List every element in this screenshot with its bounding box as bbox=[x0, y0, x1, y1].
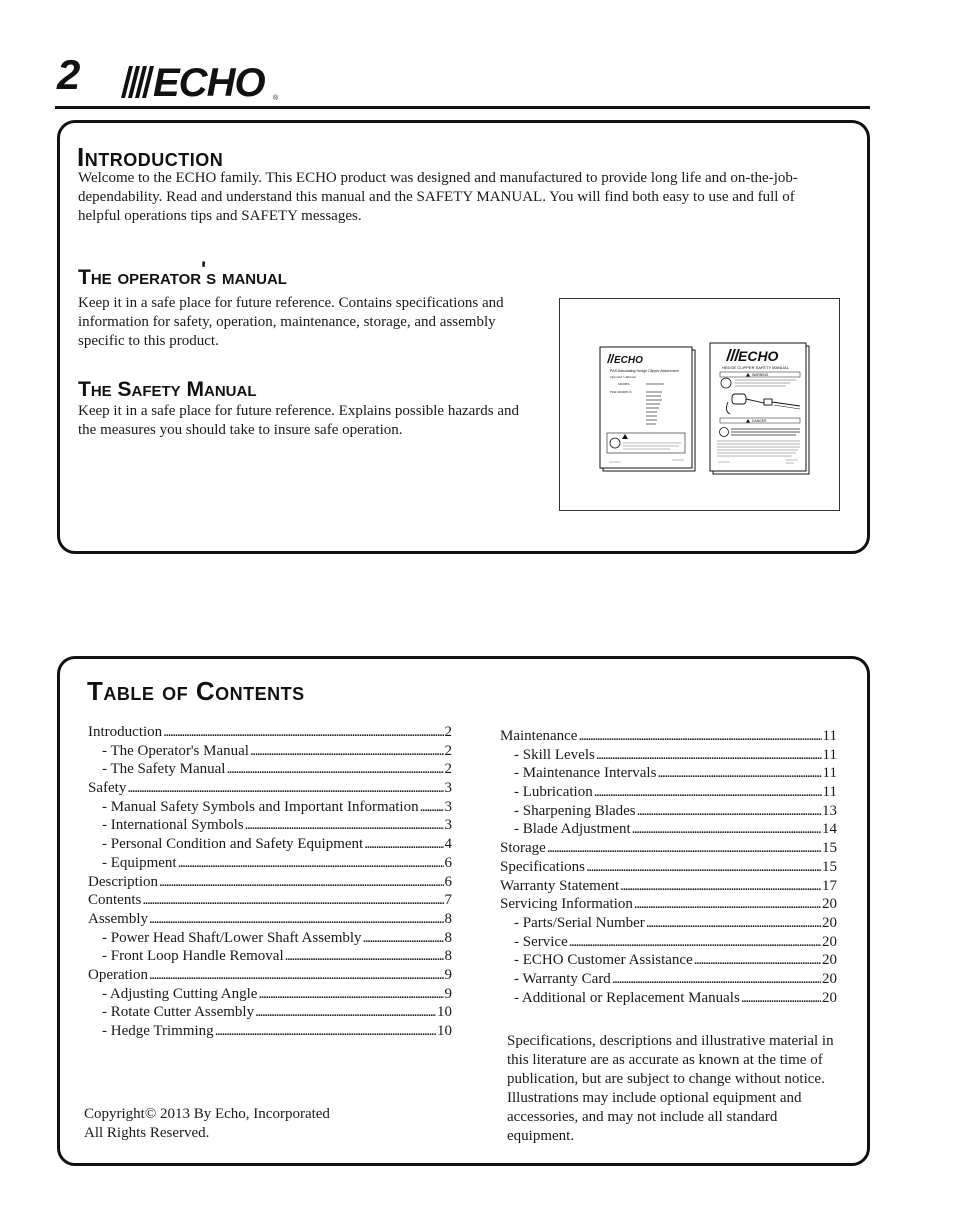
toc-entry bbox=[500, 783, 837, 802]
introduction-body: Welcome to the ECHO family. This ECHO product was designed and manufactured to provide long life and on-the-job-dependability. Read and understand this manual and the SAFETY MANUAL. You will find both easy to use and full of helpful operations tips and SAFETY messages. bbox=[78, 170, 798, 224]
toc-dot-leader bbox=[569, 933, 821, 952]
registered-mark: ® bbox=[273, 95, 279, 100]
toc-dot-leader bbox=[127, 779, 443, 798]
toc-entry-label: - Power Head Shaft/Lower Shaft Assembly bbox=[102, 929, 362, 946]
toc-entry bbox=[500, 746, 837, 765]
toc-entry-page: 20 bbox=[822, 933, 837, 950]
toc-entry bbox=[88, 1003, 452, 1022]
safety-manual-body: Keep it in a safe place for future reference. Explains possible hazards and the measures you should take to insure safe operation. bbox=[78, 403, 520, 438]
toc-entry bbox=[88, 966, 452, 985]
toc-entry bbox=[500, 989, 837, 1008]
toc-entry bbox=[500, 727, 837, 746]
header-rule bbox=[55, 106, 870, 109]
toc-entry-label: Description bbox=[88, 873, 158, 890]
toc-entry-page: 15 bbox=[822, 840, 837, 857]
toc-entry bbox=[500, 820, 837, 839]
toc-entry-label: Assembly bbox=[88, 910, 148, 927]
toc-entry bbox=[88, 723, 452, 742]
toc-entry-page: 20 bbox=[822, 952, 837, 969]
logo-text: ECHO bbox=[153, 61, 265, 100]
introduction-title: Introduction bbox=[77, 142, 224, 172]
toc-entry-page: 3 bbox=[444, 780, 452, 797]
toc-dot-leader bbox=[694, 951, 821, 970]
toc-dot-leader bbox=[547, 839, 821, 858]
toc-entry-label: Maintenance bbox=[500, 728, 578, 744]
toc-entry-page: 10 bbox=[437, 1004, 452, 1021]
toc-dot-leader bbox=[142, 891, 443, 910]
toc-entry-page: 15 bbox=[822, 858, 837, 875]
toc-entry bbox=[88, 816, 452, 835]
toc-entry bbox=[500, 839, 837, 858]
toc-entry-label: Introduction bbox=[88, 724, 163, 740]
toc-entry-label: Safety bbox=[88, 780, 127, 797]
toc-dot-leader bbox=[215, 1022, 436, 1041]
toc-dot-leader bbox=[596, 746, 822, 765]
toc-entry-label: - The Operator's Manual bbox=[102, 742, 249, 759]
right-doc-warning: WARNING bbox=[752, 373, 769, 377]
toc-entry bbox=[500, 951, 837, 970]
toc-entry bbox=[500, 895, 837, 914]
toc-title: Table of Contents bbox=[87, 676, 305, 706]
toc-entry-label: - Maintenance Intervals bbox=[514, 765, 657, 782]
toc-entry-label: - Additional or Replacement Manuals bbox=[514, 989, 740, 1006]
left-doc-title: PAS Articulating Hedge Clipper Attachment bbox=[610, 369, 679, 373]
toc-entry-label: Storage bbox=[500, 840, 546, 857]
toc-dot-leader bbox=[149, 966, 444, 985]
toc-right-column bbox=[500, 727, 837, 1007]
toc-entry bbox=[88, 947, 452, 966]
toc-dot-leader bbox=[586, 858, 821, 877]
operators-manual-body: Keep it in a safe place for future reference. Contains specifications and information for safety, operation, maintenance, storage, and assembly specific to this product. bbox=[78, 295, 504, 349]
toc-entry bbox=[88, 854, 452, 873]
toc-dot-leader bbox=[258, 985, 443, 1004]
toc-entry-label: - Front Loop Handle Removal bbox=[102, 948, 284, 965]
toc-entry bbox=[500, 802, 837, 821]
toc-entry-page: 20 bbox=[822, 989, 837, 1006]
toc-entry-page: 8 bbox=[444, 948, 452, 965]
toc-entry-page: 14 bbox=[822, 821, 837, 838]
toc-dot-leader bbox=[364, 835, 443, 854]
rights-line: All Rights Reserved. bbox=[84, 1125, 210, 1141]
toc-dot-leader bbox=[620, 877, 821, 896]
copyright-line: Copyright© 2013 By Echo, Incorporated bbox=[84, 1106, 330, 1122]
toc-entry bbox=[88, 742, 452, 761]
toc-entry-label: - Warranty Card bbox=[514, 970, 611, 987]
toc-entry-label: - Parts/Serial Number bbox=[514, 914, 645, 931]
toc-entry bbox=[88, 929, 452, 948]
toc-entry-label: - Manual Safety Symbols and Important Information bbox=[102, 798, 419, 815]
toc-entry-page: 9 bbox=[444, 966, 452, 983]
right-doc-title: HEDGE CLIPPER SAFETY MANUAL bbox=[722, 365, 789, 370]
manuals-covers-graphic bbox=[560, 299, 839, 510]
toc-entry-label: Contents bbox=[88, 892, 142, 909]
toc-entry bbox=[500, 970, 837, 989]
toc-entry-label: - The Safety Manual bbox=[102, 761, 226, 778]
toc-entry-page: 4 bbox=[444, 836, 452, 853]
toc-entry-label: - Lubrication bbox=[514, 784, 593, 801]
operators-manual-title: The operator's manual bbox=[78, 258, 287, 289]
toc-dot-leader bbox=[178, 854, 444, 873]
toc-entry-page: 20 bbox=[822, 970, 837, 987]
toc-entry-label: - Equipment bbox=[102, 854, 177, 871]
toc-dot-leader bbox=[285, 947, 444, 966]
toc-dot-leader bbox=[612, 970, 821, 989]
toc-entry-page: 11 bbox=[822, 784, 837, 801]
page-header bbox=[55, 52, 870, 108]
toc-entry-label: - Skill Levels bbox=[514, 746, 595, 763]
toc-dot-leader bbox=[226, 760, 443, 779]
toc-entry-label: Operation bbox=[88, 966, 148, 983]
toc-entry bbox=[500, 764, 837, 783]
toc-dot-leader bbox=[420, 798, 444, 817]
toc-left-column bbox=[88, 723, 452, 1041]
toc-entry-label: - Personal Condition and Safety Equipment bbox=[102, 836, 364, 853]
toc-entry bbox=[500, 877, 837, 896]
left-doc-subtitle: Operator's Manual bbox=[610, 375, 637, 379]
toc-entry bbox=[500, 914, 837, 933]
toc-entry-label: - Sharpening Blades bbox=[514, 802, 636, 819]
toc-dot-leader bbox=[637, 802, 821, 821]
toc-entry-label: - International Symbols bbox=[102, 817, 244, 834]
toc-entry bbox=[88, 798, 452, 817]
copyright-notice bbox=[84, 1105, 384, 1143]
toc-entry bbox=[500, 858, 837, 877]
toc-entry bbox=[88, 835, 452, 854]
toc-entry-page: 7 bbox=[444, 892, 452, 909]
toc-entry-page: 20 bbox=[822, 896, 837, 913]
toc-entry-page: 13 bbox=[822, 802, 837, 819]
toc-entry-page: 2 bbox=[444, 742, 452, 759]
toc-entry-label: Servicing Information bbox=[500, 896, 633, 913]
toc-entry-label: Warranty Statement bbox=[500, 877, 620, 894]
toc-dot-leader bbox=[634, 895, 821, 914]
toc-entry-page: 8 bbox=[444, 910, 452, 927]
toc-entry-label: Specifications bbox=[500, 858, 585, 875]
echo-logo bbox=[115, 60, 283, 105]
toc-entry-label: - Rotate Cutter Assembly bbox=[102, 1004, 255, 1021]
toc-entry-label: - ECHO Customer Assistance bbox=[514, 952, 693, 969]
toc-entry-page: 3 bbox=[444, 798, 452, 815]
toc-entry-page: 11 bbox=[822, 765, 837, 782]
manuals-illustration bbox=[559, 298, 840, 511]
toc-entry-page: 20 bbox=[822, 914, 837, 931]
toc-entry-page: 9 bbox=[444, 985, 452, 1002]
toc-dot-leader bbox=[363, 929, 444, 948]
toc-entry bbox=[88, 779, 452, 798]
toc-dot-leader bbox=[632, 820, 821, 839]
left-doc-models-label: FOR MODELS: bbox=[610, 390, 633, 394]
toc-dot-leader bbox=[594, 783, 822, 802]
safety-manual-title: The Safety Manual bbox=[78, 378, 257, 401]
toc-dot-leader bbox=[741, 989, 821, 1008]
toc-dot-leader bbox=[657, 764, 821, 783]
toc-dot-leader bbox=[149, 910, 444, 929]
toc-dot-leader bbox=[250, 742, 444, 761]
toc-entry bbox=[88, 1022, 452, 1041]
toc-entry bbox=[88, 760, 452, 779]
right-doc-danger: DANGER bbox=[752, 419, 767, 423]
toc-entry bbox=[88, 985, 452, 1004]
toc-entry-page: 8 bbox=[444, 929, 452, 946]
toc-entry-label: - Hedge Trimming bbox=[102, 1023, 214, 1039]
toc-entry-page: 2 bbox=[444, 724, 452, 740]
toc-entry bbox=[88, 873, 452, 892]
toc-dot-leader bbox=[646, 914, 821, 933]
toc-entry-page: 11 bbox=[822, 746, 837, 763]
toc-dot-leader bbox=[245, 816, 444, 835]
toc-entry bbox=[88, 910, 452, 929]
toc-entry-page: 17 bbox=[822, 877, 837, 894]
page-number: 2 bbox=[57, 51, 81, 98]
toc-dot-leader bbox=[578, 727, 821, 746]
toc-entry-page: 6 bbox=[444, 873, 452, 890]
toc-entry-label: - Blade Adjustment bbox=[514, 821, 631, 838]
right-doc-logo: ECHO bbox=[738, 348, 779, 364]
toc-dot-leader bbox=[163, 723, 443, 742]
toc-entry-page: 10 bbox=[437, 1023, 452, 1039]
toc-entry-page: 6 bbox=[444, 854, 452, 871]
toc-entry-label: - Adjusting Cutting Angle bbox=[102, 985, 258, 1002]
toc-dot-leader bbox=[255, 1003, 436, 1022]
toc-entry bbox=[500, 933, 837, 952]
toc-entry-page: 2 bbox=[444, 761, 452, 778]
toc-entry-label: - Service bbox=[514, 933, 568, 950]
toc-dot-leader bbox=[159, 873, 444, 892]
toc-entry-page: 3 bbox=[444, 817, 452, 834]
disclaimer-text: Specifications, descriptions and illustrative material in this literature are as accurate as known at the time of publication, but are subject to change without notice. Illustrations may include optional equipment and accessories, and may not include all standard equipment. bbox=[507, 1033, 834, 1144]
toc-entry-page: 11 bbox=[822, 728, 837, 744]
left-doc-model-label: MODEL bbox=[618, 382, 631, 386]
left-doc-logo: ECHO bbox=[614, 355, 643, 366]
toc-entry bbox=[88, 891, 452, 910]
